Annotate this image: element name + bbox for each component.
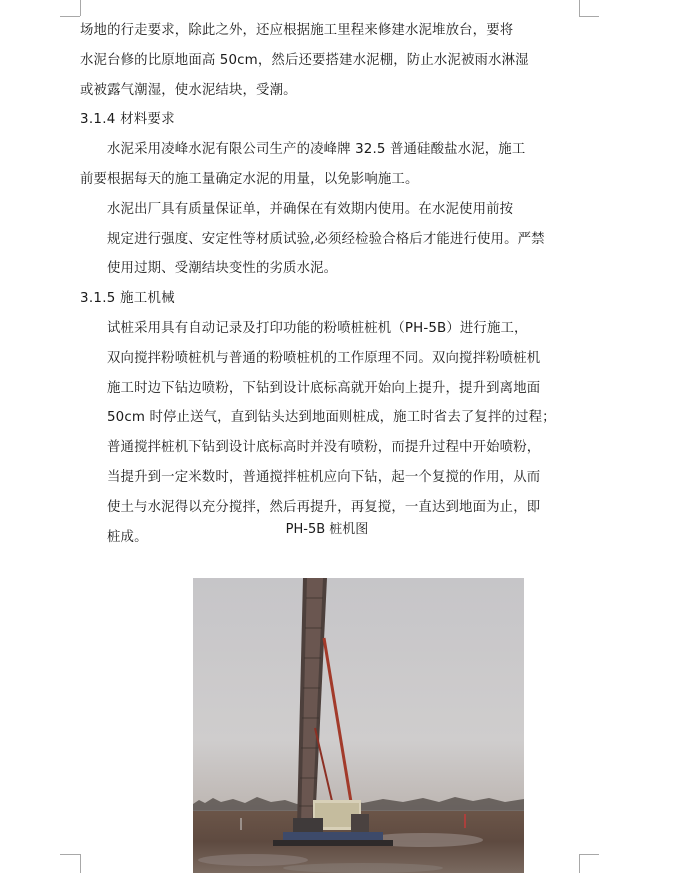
text-line: 规定进行强度、安定性等材质试验,必须经检验合格后才能进行使用。严禁 — [107, 231, 545, 247]
crop-mark-bottom-right-v — [579, 854, 580, 873]
paragraph-cement-source — [80, 135, 590, 195]
crop-mark-bottom-right-h — [579, 854, 599, 855]
section-heading-material-requirements: 3.1.4 材料要求 — [80, 112, 175, 128]
pile-rig-photo — [193, 578, 524, 873]
crop-mark-bottom-left-h — [60, 854, 80, 855]
text-line: 试桩采用具有自动记录及打印功能的粉喷桩桩机（PH-5B）进行施工， — [107, 320, 528, 336]
text-line: 普通搅拌桩机下钻到设计底标高时并没有喷粉，而提升过程中开始喷粉， — [107, 440, 541, 456]
text-line: 前要根据每天的施工量确定水泥的用量，以免影响施工。 — [80, 171, 419, 187]
document-body — [80, 16, 590, 552]
text-line: 50cm 时停止送气，直到钻头达到地面则桩成，施工时省去了复拌的过程； — [107, 410, 556, 426]
crop-mark-top-left-v — [80, 0, 81, 16]
text-line: 施工时边下钻边喷粉，下钻到设计底标高就开始向上提升，提升到离地面 — [107, 380, 541, 396]
text-line: 使用过期、受潮结块变性的劣质水泥。 — [107, 261, 338, 277]
crop-mark-top-left-h — [60, 16, 80, 17]
text-line: 水泥出厂具有质量保证单，并确保在有效期内使用。在水泥使用前按 — [107, 201, 514, 217]
crop-mark-bottom-left-v — [80, 854, 81, 873]
text-line: 场地的行走要求，除此之外，还应根据施工里程来修建水泥堆放台，要将 — [80, 23, 514, 38]
paragraph-cement-quality — [80, 195, 590, 284]
crop-mark-top-right-v — [579, 0, 580, 16]
paragraph-site-requirements — [80, 16, 590, 105]
text-line: 桩成。 — [107, 529, 148, 545]
text-line: 水泥采用凌峰水泥有限公司生产的凌峰牌 32.5 普通硅酸盐水泥，施工 — [107, 142, 526, 158]
text-line: 使土与水泥得以充分搅拌，然后再提升，再复搅，一直达到地面为止，即 — [107, 499, 541, 515]
text-line: 双向搅拌粉喷桩机与普通的粉喷桩机的工作原理不同。双向搅拌粉喷桩机 — [107, 350, 541, 366]
text-line: 水泥台修的比原地面高 50cm，然后还要搭建水泥棚，防止水泥被雨水淋湿 — [80, 52, 529, 68]
paragraph-pile-machine — [80, 314, 590, 552]
text-line: 当提升到一定米数时，普通搅拌桩机应向下钻，起一个复搅的作用，从而 — [107, 469, 541, 485]
figure-caption: PH-5B 桩机图 — [285, 522, 369, 537]
text-line: 或被露气潮湿，使水泥结块，受潮。 — [80, 82, 297, 98]
section-heading-construction-machinery: 3.1.5 施工机械 — [80, 291, 175, 307]
